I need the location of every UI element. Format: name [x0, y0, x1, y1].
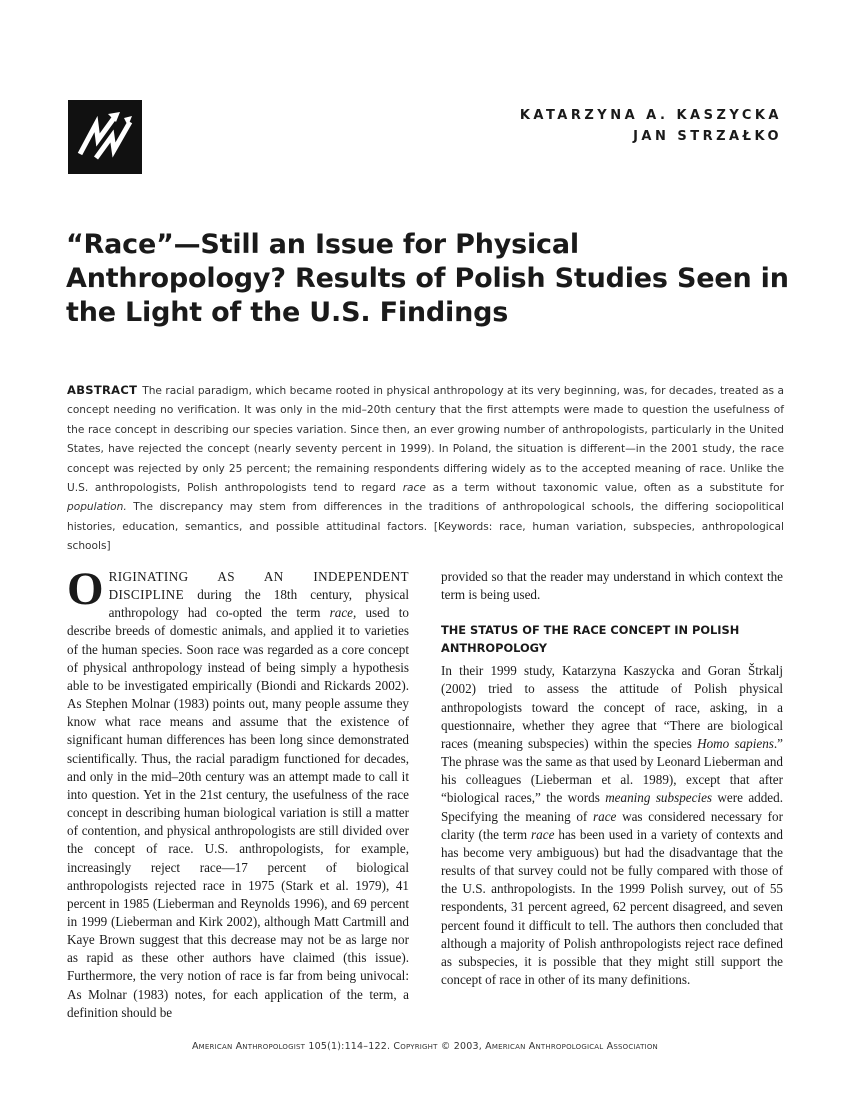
body-text: has been used in a variety of contexts and has become very ambiguous) but had the disadvantage that the results of that survey could not be fully compared with those of the U.S. anthropologists. In the 1999 Polish survey, out of 55 respondents, 31 percent agreed, 62 percent disagreed, and seven percent found it difficult to tell. The authors then concluded that although a majority of Polish anthropologists reject race defined as subspecies, it is possible that they might still support the concept of race in other of its many definitions.: [441, 826, 783, 987]
body-text: was considered necessary for clarity (the term: [441, 808, 783, 842]
body-italic-term: meaning subspecies: [605, 790, 713, 806]
drop-cap: O: [67, 563, 104, 615]
body-column-left: [67, 563, 409, 1022]
body-italic-term: race: [593, 808, 617, 824]
lead-in-text: RIGINATING AS AN INDEPENDENT DISCIPLINE: [108, 569, 409, 603]
body-italic-term: race,: [329, 605, 357, 621]
footer-journal: American Anthropologist: [191, 1041, 306, 1052]
journal-logo-glyph: [68, 100, 142, 174]
body-text: used to describe breeds of domestic animals, and applied it to varieties of the human species. Soon race was regarded as a core concept of physical anthropology instead of being simply a hypothesis able to be investigated empirically (Biondi and Rickards 2002). As Stephen Molnar (1983) points out, many people assume they know what race means and assume that the existence of significant human differences has been long since demonstrated scientifically. Thus, the racial paradigm functioned for decades, and only in the mid–20th century was an attempt made to call it into question. Yet in the 21st century, the usefulness of the race concept in describing human biological variation is still a matter of contention, and physical anthropologists are still divided over the concept of race. U.S. anthropologists, for example, increasingly reject race—17 percent of biological anthropologists rejected race in 1975 (Stark et al. 1979), 41 percent in 1985 (Lieberman and Reynolds 1996), and 69 percent in 1999 (Lieberman and Kirk 2002), although Matt Cartmill and Kaye Brown suggest that this decrease may not be as large nor as rapid as these other authors have claimed (this issue). Furthermore, the very notion of race is far from being univocal: As Molnar (1983) notes, for each application of the term, a definition should be: [67, 605, 409, 1020]
body-text: during the 18th century, physical anthropology had co-opted the term: [108, 587, 409, 621]
page-footer: [0, 1041, 850, 1052]
author-list: [520, 105, 782, 147]
section-heading: THE STATUS OF THE RACE CONCEPT IN POLISH ANTHROPOLOGY: [441, 623, 740, 656]
article-title: “Race”—Still an Issue for Physical Anthropology? Results of Polish Studies Seen in the Light of the U.S. Findings: [66, 229, 789, 328]
abstract-text: The racial paradigm, which became rooted in physical anthropology at its very beginning, was, for decades, treated as a concept needing no verification. It was only in the mid–20th century that the first attempts were made to question the usefulness of the race concept in describing our species variation. Since then, an ever growing number of anthropologists, particularly in the United States, have rejected the concept (nearly seventy percent in 1999). In Poland, the situation is different—in the 2001 study, the race concept was rejected by only 25 percent; the remaining respondents differing widely as to the accepted meaning of race. Unlike the U.S. anthropologists, Polish anthropologists tend to regard: [67, 385, 784, 495]
footer-copyright-year: © 2003,: [437, 1041, 486, 1052]
body-paragraph: provided so that the reader may understand in which context the term is being used.: [441, 569, 783, 603]
journal-logo-icon: [68, 100, 142, 174]
abstract-italic-term: population.: [67, 501, 127, 514]
abstract-text: as a term without taxonomic value, often as a substitute for: [425, 482, 784, 495]
abstract-label: ABSTRACT: [67, 383, 138, 397]
body-italic-term: Homo sapiens: [697, 735, 774, 751]
author-name: KATARZYNA A. KASZYCKA: [519, 108, 782, 123]
abstract-text: The discrepancy may stem from differences in the traditions of anthropological schools, the differing sociopolitical histories, education, semantics, and possible attitudinal factors. [Keywords: race, human variation, subspecies, anthropological schools]: [67, 501, 784, 553]
body-text: In their 1999 study, Katarzyna Kaszycka and Goran Štrkalj (2002) tried to assess the attitude of Polish physical anthropologists toward the concept of race, asking, in a questionnaire, whether they agree that “There are biological races (meaning subspecies) within the species: [441, 663, 783, 751]
abstract: [67, 381, 784, 557]
body-paragraph: [441, 662, 783, 989]
body-column-right: [441, 568, 783, 989]
body-italic-term: race: [531, 826, 555, 842]
footer-copyright-label: Copyright: [393, 1041, 438, 1052]
body-text: were added. Specifying the meaning of: [441, 790, 783, 824]
abstract-italic-term: race: [402, 482, 426, 495]
footer-publisher: American Anthropological Association: [485, 1041, 658, 1052]
body-text: .” The phrase was the same as that used by Leonard Lieberman and his colleagues (Lieberman et al. 1989), except that after “biological races,” the words: [441, 735, 783, 806]
footer-citation: 105(1):114–122.: [305, 1041, 394, 1052]
body-paragraph: [67, 563, 409, 1022]
author-name: JAN STRZAŁKO: [633, 129, 782, 144]
